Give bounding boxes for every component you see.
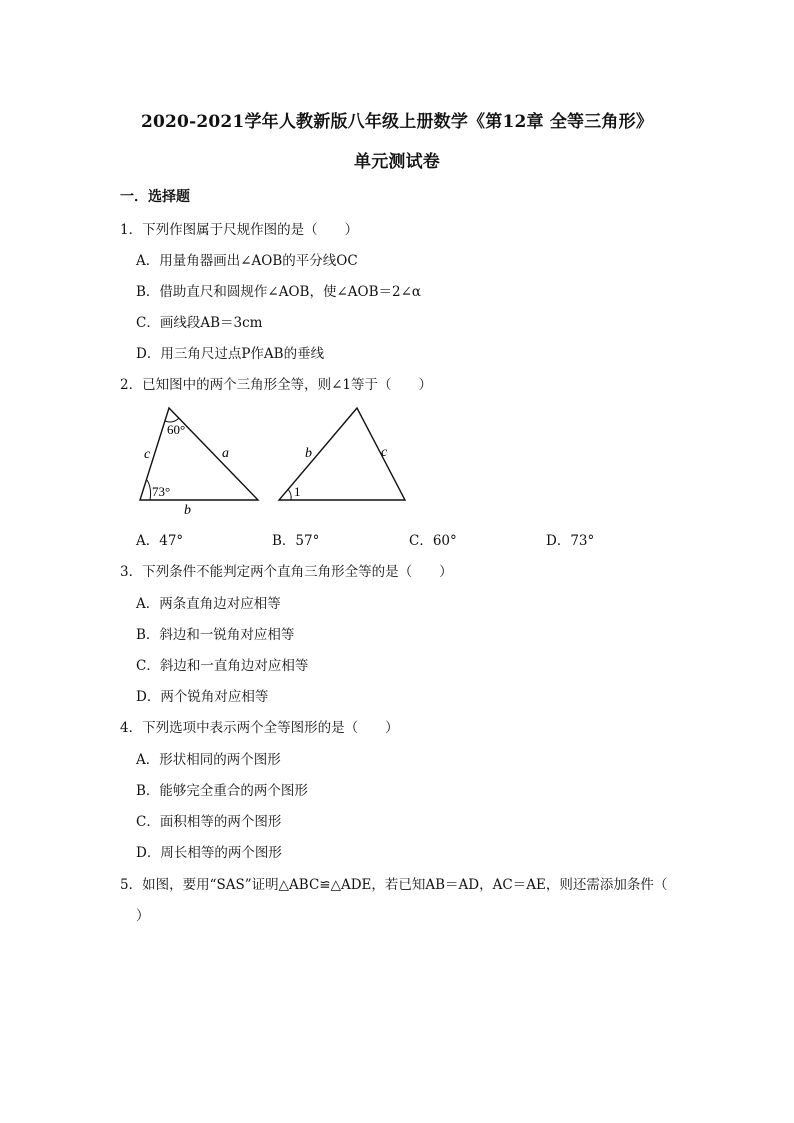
question-3-option-c: C．斜边和一直角边对应相等: [136, 658, 309, 674]
question-2-option-b: B．57°: [272, 533, 320, 549]
triangles-figure: [0, 400, 794, 520]
left-bottom-angle-label: 73°: [152, 484, 171, 499]
right-angle-label: 1: [294, 484, 301, 499]
question-2-option-d: D．73°: [546, 533, 595, 549]
page-title: 2020-2021学年人教新版八年级上册数学《第12章 全等三角形》: [140, 112, 654, 132]
question-5-stem-continued: ）: [136, 908, 150, 924]
question-1-option-c: C．画线段AB＝3cm: [136, 315, 263, 331]
question-4-option-d: D．周长相等的两个图形: [136, 845, 282, 861]
question-4-option-c: C．面积相等的两个图形: [136, 814, 282, 830]
question-2-option-a: A．47°: [136, 533, 184, 549]
right-side-b-label: b: [305, 446, 312, 461]
question-1-stem: 1．下列作图属于尺规作图的是（ ）: [120, 222, 359, 238]
section-heading: 一．选择题: [120, 189, 190, 205]
right-angle-arc: [288, 489, 291, 500]
page-subtitle: 单元测试卷: [354, 152, 440, 172]
question-1-option-b: B．借助直尺和圆规作∠AOB，使∠AOB＝2∠α: [136, 284, 422, 300]
question-4-stem: 4．下列选项中表示两个全等图形的是（ ）: [120, 720, 399, 736]
left-side-c-label: c: [144, 447, 151, 462]
question-3-option-b: B．斜边和一锐角对应相等: [136, 627, 295, 643]
question-3-option-a: A．两条直角边对应相等: [136, 596, 281, 612]
question-5-stem: 5．如图，要用“SAS”证明△ABC≌△ADE，若已知AB＝AD，AC＝AE，则还需添加条件（: [120, 877, 668, 893]
question-3-option-d: D．两个锐角对应相等: [136, 689, 269, 705]
left-top-angle-label: 60°: [167, 422, 186, 437]
left-side-b-label: b: [184, 503, 191, 518]
left-side-a-label: a: [222, 446, 229, 461]
question-1-option-d: D．用三角尺过点P作AB的垂线: [136, 346, 325, 362]
left-bottom-angle-arc: [147, 480, 151, 500]
question-2-stem: 2．已知图中的两个三角形全等，则∠1等于（ ）: [120, 377, 432, 393]
question-4-option-b: B．能够完全重合的两个图形: [136, 783, 308, 799]
question-4-option-a: A．形状相同的两个图形: [136, 752, 281, 768]
question-1-option-a: A．用量角器画出∠AOB的平分线OC: [136, 253, 358, 269]
question-3-stem: 3．下列条件不能判定两个直角三角形全等的是（ ）: [120, 564, 453, 580]
question-2-option-c: C．60°: [409, 533, 457, 549]
right-side-c-label: c: [381, 445, 388, 460]
